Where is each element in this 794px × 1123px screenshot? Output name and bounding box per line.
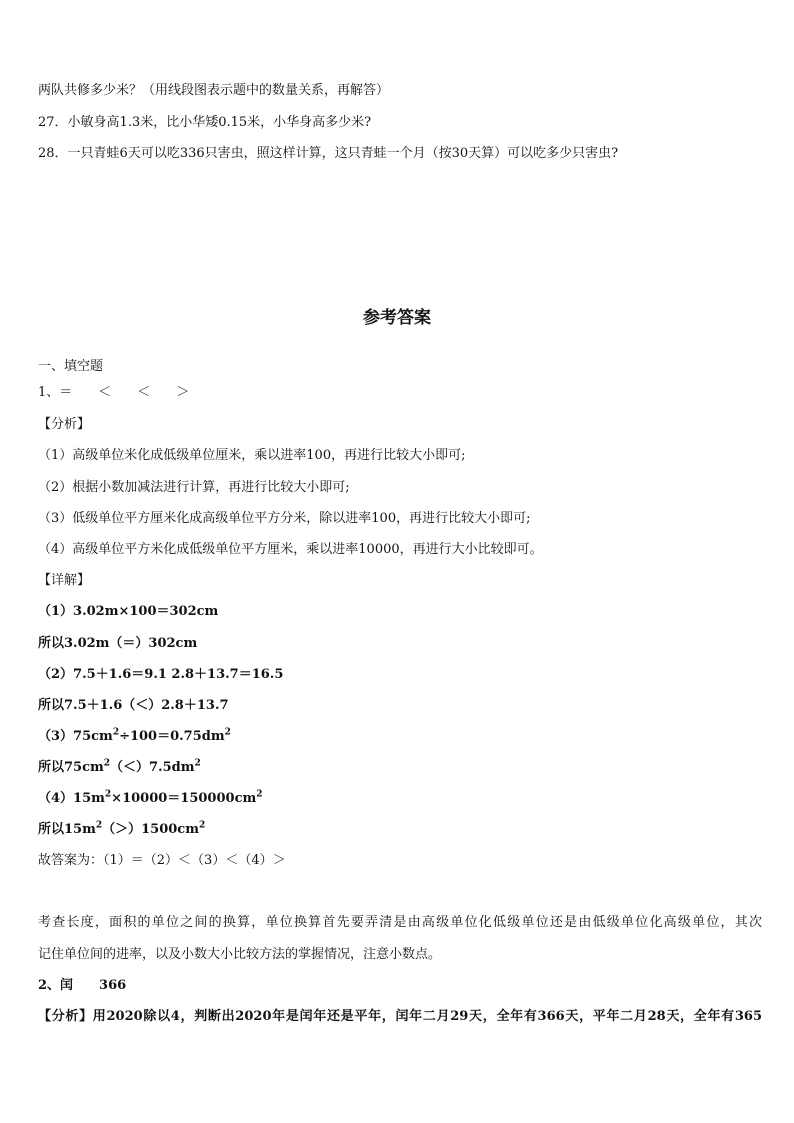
detail-1-result: 所以3.02m（＝）302cm xyxy=(38,636,198,651)
detail-4-part-b: ×10000＝150000cm xyxy=(111,791,257,806)
detail-3-part-a: （3）75cm xyxy=(38,729,113,744)
superscript-2: 2 xyxy=(198,820,206,831)
detail-3-result-part-b: （＜）7.5dm xyxy=(110,760,195,775)
detail-1: （1）3.02m×100＝302cm xyxy=(38,604,219,619)
superscript-2: 2 xyxy=(95,820,103,831)
detail-4 xyxy=(38,791,263,807)
question-28: 28．一只青蛙6天可以吃336只害虫，照这样计算，这只青蛙一个月（按30天算）可以吃多少只害虫? xyxy=(38,146,619,161)
detail-4-part-a: （4）15m xyxy=(38,791,105,806)
superscript-2: 2 xyxy=(104,789,112,800)
question-27: 27．小敏身高1.3米，比小华矮0.15米，小华身高多少米? xyxy=(38,115,372,130)
superscript-2: 2 xyxy=(256,789,263,800)
answer-1: 1、＝ ＜ ＜ ＞ xyxy=(38,385,190,400)
analysis-item-1: （1）高级单位米化成低级单位厘米，乘以进率100，再进行比较大小即可; xyxy=(38,448,466,463)
detail-4-result-part-b: （＞）1500cm xyxy=(102,822,199,837)
detail-3-result-part-a: 所以75cm xyxy=(38,760,104,775)
analysis-label: 【分析】 xyxy=(38,417,91,432)
final-answer: 故答案为：（1）＝（2）＜（3）＜（4）＞ xyxy=(38,853,286,868)
detail-4-result-part-a: 所以15m xyxy=(38,822,96,837)
remark-line-2: 记住单位间的进率，以及小数大小比较方法的掌握情况，注意小数点。 xyxy=(38,947,442,962)
analysis-item-4: （4）高级单位平方米化成低级单位平方厘米，乘以进率10000，再进行大小比较即可。 xyxy=(38,542,543,557)
detail-2: （2）7.5＋1.6＝9.1 2.8＋13.7＝16.5 xyxy=(38,667,284,682)
analysis-item-2: （2）根据小数加减法进行计算，再进行比较大小即可; xyxy=(38,480,350,495)
superscript-2: 2 xyxy=(194,758,201,769)
superscript-2: 2 xyxy=(112,727,120,738)
detail-3-part-b: ÷100＝0.75dm xyxy=(119,729,225,744)
remark-line-1: 考查长度，面积的单位之间的换算，单位换算首先要弄清是由高级单位化低级单位还是由低级单位化高级单位，其次 xyxy=(38,915,762,930)
section-heading: 一、填空题 xyxy=(38,359,104,374)
superscript-2: 2 xyxy=(224,727,231,738)
detail-4-result xyxy=(38,822,205,838)
answers-title: 参考答案 xyxy=(363,308,431,328)
detail-3 xyxy=(38,729,231,745)
answer-2-analysis: 【分析】用2020除以4，判断出2020年是闰年还是平年，闰年二月29天，全年有366天，平年二月28天，全年有365 xyxy=(38,1009,762,1024)
detail-label: 【详解】 xyxy=(38,573,91,588)
detail-2-result: 所以7.5＋1.6（＜）2.8＋13.7 xyxy=(38,698,229,713)
superscript-2: 2 xyxy=(103,758,111,769)
question-26-tail: 两队共修多少米？（用线段图表示题中的数量关系，再解答） xyxy=(38,83,390,98)
detail-3-result xyxy=(38,760,201,776)
analysis-item-3: （3）低级单位平方厘米化成高级单位平方分米，除以进率100，再进行比较大小即可; xyxy=(38,511,531,526)
answer-2: 2、闰 366 xyxy=(38,978,127,993)
